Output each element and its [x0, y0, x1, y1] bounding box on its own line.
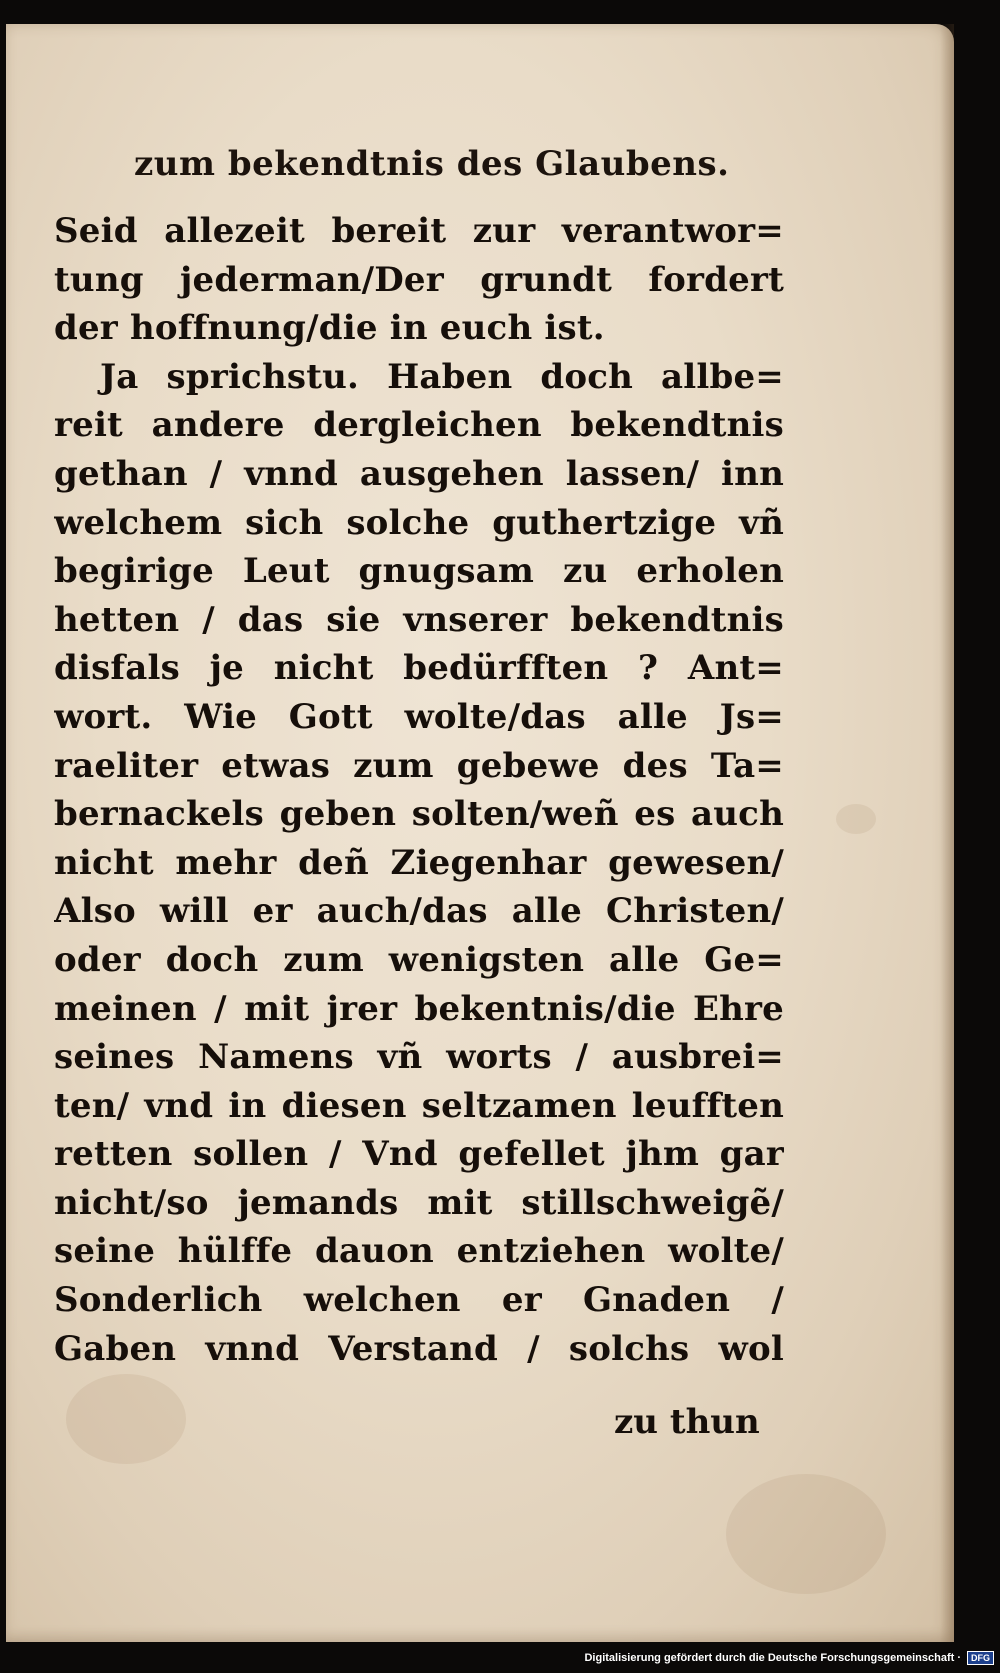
funding-credit: Digitalisierung gefördert durch die Deutsche Forschungsgemeinschaft · — [584, 1652, 961, 1664]
text-line: wort. Wie Gott wolte/das alle Js= — [54, 696, 784, 737]
text-line: begirige Leut gnugsam zu erholen — [54, 551, 784, 592]
text-line: bernackels geben solten/weñ es auch — [54, 794, 784, 835]
paper-stain — [66, 1374, 186, 1464]
book-page — [6, 24, 954, 1642]
paper-stain — [726, 1474, 886, 1594]
paper-stain — [836, 804, 876, 834]
text-block — [54, 207, 784, 1373]
page-edge-shadow — [940, 24, 954, 1642]
text-line: hetten / das sie vnserer bekendtnis — [54, 599, 784, 640]
text-line: seine hülffe dauon entziehen wolte/ — [54, 1231, 784, 1272]
text-line: Ja sprichstu. Haben doch allbe= — [100, 356, 784, 397]
text-line: ten/ vnd in diesen seltzamen leufften — [54, 1085, 784, 1126]
text-line: tung jederman/Der grundt fordert — [54, 259, 784, 300]
running-head: zum bekendtnis des Glaubens. — [134, 144, 730, 184]
text-line: reit andere dergleichen bekendtnis — [54, 405, 784, 446]
footer-bar — [0, 1643, 1000, 1673]
text-line: welchem sich solche guthertzige vñ — [54, 502, 784, 543]
text-line: oder doch zum wenigsten alle Ge= — [54, 939, 784, 980]
text-line: nicht mehr deñ Ziegenhar gewesen/ — [54, 842, 784, 883]
text-line: Also will er auch/das alle Christen/ — [54, 891, 784, 932]
text-line: seines Namens vñ worts / ausbrei= — [54, 1037, 784, 1078]
dfg-logo: DFG — [967, 1651, 994, 1665]
catchword: zu thun — [614, 1402, 760, 1442]
text-line: gethan / vnnd ausgehen lassen/ inn — [54, 453, 784, 494]
text-line: Sonderlich welchen er Gnaden / — [54, 1280, 784, 1321]
text-line: retten sollen / Vnd gefellet jhm gar — [54, 1134, 784, 1175]
text-line: Gaben vnnd Verstand / solchs wol — [54, 1328, 784, 1369]
text-line: disfals je nicht bedürfften ? Ant= — [54, 648, 784, 689]
text-line: meinen / mit jrer bekentnis/die Ehre — [54, 988, 784, 1029]
text-line: raeliter etwas zum gebewe des Ta= — [54, 745, 784, 786]
text-line: der hoffnung/die in euch ist. — [54, 308, 605, 349]
text-line: nicht/so jemands mit stillschweigẽ/ — [54, 1182, 784, 1223]
text-line: Seid allezeit bereit zur verantwor= — [54, 211, 784, 251]
